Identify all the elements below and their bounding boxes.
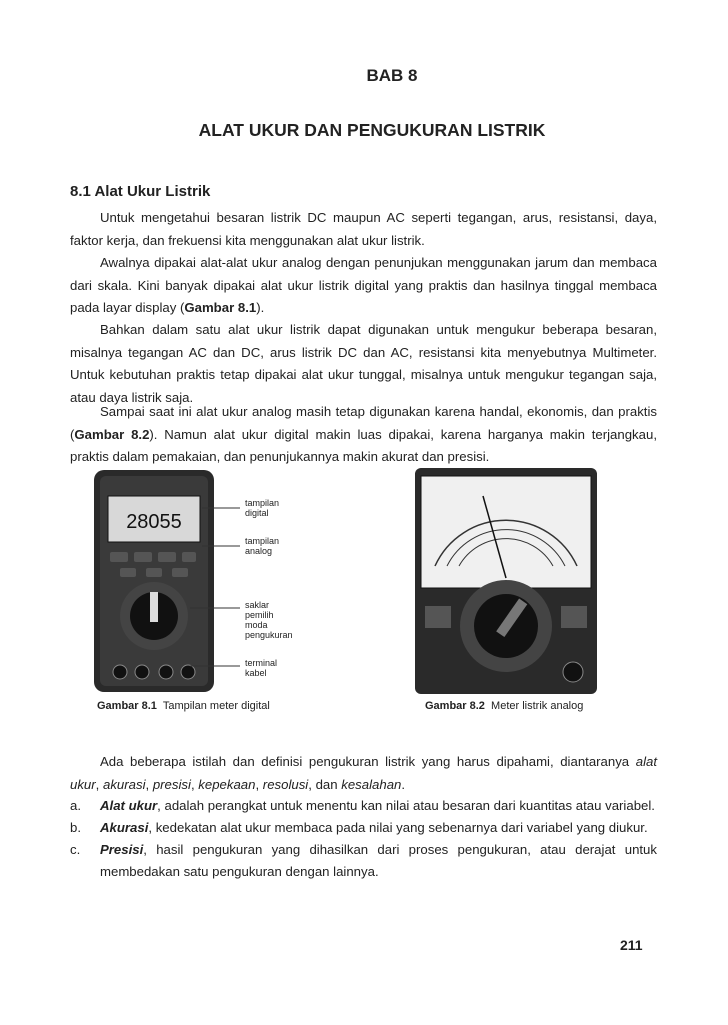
- section-heading: 8.1 Alat Ukur Listrik: [70, 183, 211, 200]
- paragraph-4: Sampai saat ini alat ukur analog masih tetap digunakan karena handal, ekonomis, dan praktis (Gambar 8.2). Namun alat ukur digital makin luas dipakai, karena harganya makin terjangkau, praktis dalam pemakaian, dan penunjukannya makin akurat dan presisi.: [70, 404, 657, 464]
- svg-text:kabel: kabel: [245, 668, 267, 678]
- figure-digital-meter: [90, 468, 310, 694]
- svg-text:moda: moda: [245, 620, 268, 630]
- digital-multimeter-image: [90, 468, 310, 694]
- list-item: c. Presisi, hasil pengukuran yang dihasilkan dari proses pengukuran, atau derajat untuk membedakan satu pengukuran dengan lainnya.: [70, 842, 657, 879]
- page-number: 211: [620, 937, 643, 953]
- svg-text:pemilih: pemilih: [245, 610, 274, 620]
- chapter-heading: BAB 8: [366, 66, 418, 85]
- svg-text:terminal: terminal: [245, 658, 278, 668]
- definition-list: [70, 795, 657, 883]
- figure-reference: Gambar 8.2: [74, 426, 150, 442]
- paragraph-2: Awalnya dipakai alat-alat ukur analog dengan penunjukan menggunakan jarum dan membaca dari skala. Kini banyak dipakai alat ukur listrik digital yang praktis dan hasilnya tinggal membaca pada layar display (Gambar 8.1).: [70, 255, 657, 315]
- list-item: b. Akurasi, kedekatan alat ukur membaca pada nilai yang sebenarnya dari variabel yang diukur.: [70, 820, 648, 835]
- figure-2-caption: Gambar 8.2 Meter listrik analog: [425, 700, 584, 712]
- svg-text:tampilan: tampilan: [245, 498, 280, 508]
- svg-text:saklar: saklar: [245, 600, 270, 610]
- paragraph-3: Bahkan dalam satu alat ukur listrik dapat digunakan untuk mengukur beberapa besaran, misalnya tegangan AC dan DC, arus listrik DC dan AC, resistansi kita menyebutnya Multimeter. Untuk kebutuhan praktis tetap dipakai alat ukur tunggal, misalnya untuk mengukur tegangan saja, atau daya listrik saja.: [70, 322, 657, 405]
- chapter-title: ALAT UKUR DAN PENGUKURAN LISTRIK: [198, 120, 546, 140]
- list-item: a. Alat ukur, adalah perangkat untuk menentu kan nilai atau besaran dari kuantitas atau variabel.: [70, 798, 655, 813]
- paragraph-5: Ada beberapa istilah dan definisi pengukuran listrik yang harus dipahami, diantaranya alat ukur, akurasi, presisi, kepekaan, resolusi, dan kesalahan.: [70, 754, 657, 792]
- paragraph-1: Untuk mengetahui besaran listrik DC maupun AC seperti tegangan, arus, resistansi, daya, faktor kerja, dan frekuensi kita menggunakan alat ukur listrik.: [70, 210, 657, 248]
- figure-analog-meter: [413, 466, 599, 696]
- figure-1-caption: Gambar 8.1 Tampilan meter digital: [97, 700, 270, 712]
- svg-text:analog: analog: [245, 546, 273, 556]
- svg-text:pengukuran: pengukuran: [245, 630, 293, 640]
- analog-multimeter-image: [413, 466, 599, 696]
- svg-text:tampilan: tampilan: [245, 536, 280, 546]
- display-reading: 28055: [126, 511, 182, 533]
- figure-reference: Gambar 8.1: [184, 300, 257, 315]
- svg-text:digital: digital: [245, 508, 269, 518]
